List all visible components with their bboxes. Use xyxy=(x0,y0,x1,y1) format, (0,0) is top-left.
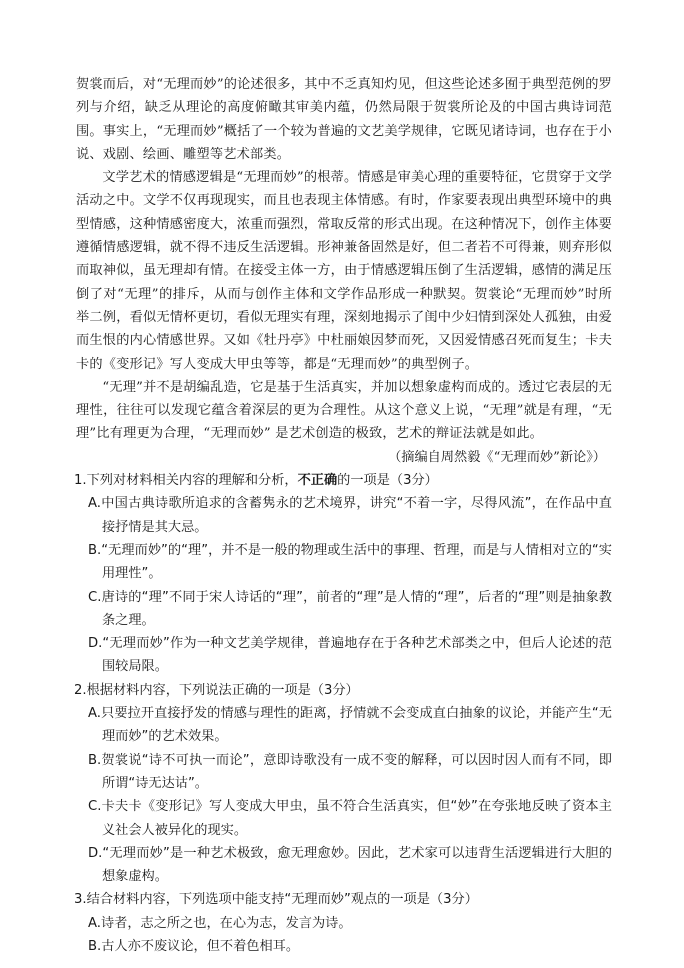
question-1-stem-text: 1.下列对材料相关内容的理解和分析， xyxy=(74,473,298,489)
article-paragraph-3: “无理”并不是胡编乱造，它是基于生活真实，并加以想象虚构而成的。透过它表层的无理性，往往可以发现它蕴含着深层的更为合理性。从这个意义上说，“无理”就是有理，“无理”比有理更为合理，“无理而妙” 是艺术创造的极致，艺术的辩证法就是如此。 xyxy=(76,379,612,442)
question-2-option-b: B.贺裳说“诗不可执一而论”，意即诗歌没有一成不变的解释，可以因时因人而有不同，即所谓“诗无达诂”。 xyxy=(88,752,612,791)
article-paragraph-2: 文学艺术的情感逻辑是“无理而妙”的根蒂。情感是审美心理的重要特征，它贯穿于文学活动之中。文学不仅再现现实，而且也表现主体情感。有时，作家要表现出典型环境中的典型情感，这种情感密度大，浓重而强烈，常取反常的形式出现。在这种情况下，创作主体要遵循情感逻辑，就不得不违反生活逻辑。形神兼备固然是好，但二者若不可得兼，则弃形似而取神似，虽无理却有情。在接受主体一方，由于情感逻辑压倒了生活逻辑，感情的满足压倒了对“无理”的排斥，从而与创作主体和文学作品形成一种默契。贺裳论“无理而妙”时所举二例，看似无情杯更切，看似无理实有理，深刻地揭示了闺中少妇情到深处人孤独，由爱而生恨的内心情感世界。又如《牡丹亭》中杜丽娘因梦而死，又因爱情感召死而复生；卡夫卡的《变形记》写人变成大甲虫等等，都是“无理而妙”的典型例子。 xyxy=(76,170,612,372)
question-3-option-b: B.古人亦不废议论，但不着色相耳。 xyxy=(88,938,300,954)
question-1-option-b: B.“无理而妙”的“理”，并不是一般的物理或生活中的事理、哲理，而是与人情相对立的“实用理性”。 xyxy=(88,542,612,582)
question-3-option-a: A.诗者，志之所之也，在心为志，发言为诗。 xyxy=(88,915,352,931)
question-2-stem: 2.根据材料内容，下列说法正确的一项是（3分） xyxy=(74,682,359,698)
question-2-option-c: C.卡夫卡《变形记》写人变成大甲虫，虽不符合生活真实，但“妙”在夸张地反映了资本主义社会人被异化的现实。 xyxy=(88,799,612,838)
question-1-option-d: D.“无理而妙”作为一种文艺美学规律，普遍地存在于各种艺术部类之中，但后人论述的范围较局限。 xyxy=(88,636,612,675)
article-paragraph-1: 贺裳而后，对“无理而妙”的论述很多，其中不乏真知灼见，但这些论述多囿于典型范例的罗列与介绍，缺乏从理论的高度俯瞰其审美内蕴，仍然局限于贺裳所论及的中国古典诗词范围。事实上，“无理而妙”概括了一个较为普遍的文艺美学规律，它既见诸诗词，也存在于小说、戏剧、绘画、雕塑等艺术部类。 xyxy=(76,77,612,162)
question-2-option-a: A.只要拉开直接抒发的情感与理性的距离，抒情就不会变成直白抽象的议论，并能产生“无理而妙”的艺术效果。 xyxy=(88,706,612,745)
exam-page xyxy=(76,73,612,958)
question-1-option-a: A.中国古典诗歌所追求的含蓄隽永的艺术境界，讲究“不着一字，尽得风流”，在作品中直接抒情是其大忌。 xyxy=(88,496,612,535)
question-2-option-d: D.“无理而妙”是一种艺术极致，愈无理愈妙。因此，艺术家可以违背生活逻辑进行大胆的想象虚构。 xyxy=(88,845,612,885)
question-1-option-c: C.唐诗的“理”不同于宋人诗话的“理”，前者的“理”是人情的“理”，后者的“理”则是抽象教条之理。 xyxy=(88,589,612,628)
question-1-stem-emphasis: 不正确 xyxy=(297,473,338,489)
question-3-stem: 3.结合材料内容，下列选项中能支持“无理而妙”观点的一项是（3分） xyxy=(74,892,478,908)
question-1-stem-score: 的一项是（3分） xyxy=(337,473,438,489)
article-source: （摘编自周然毅《“无理而妙”新论》） xyxy=(388,449,606,465)
question-1-stem xyxy=(74,469,612,492)
